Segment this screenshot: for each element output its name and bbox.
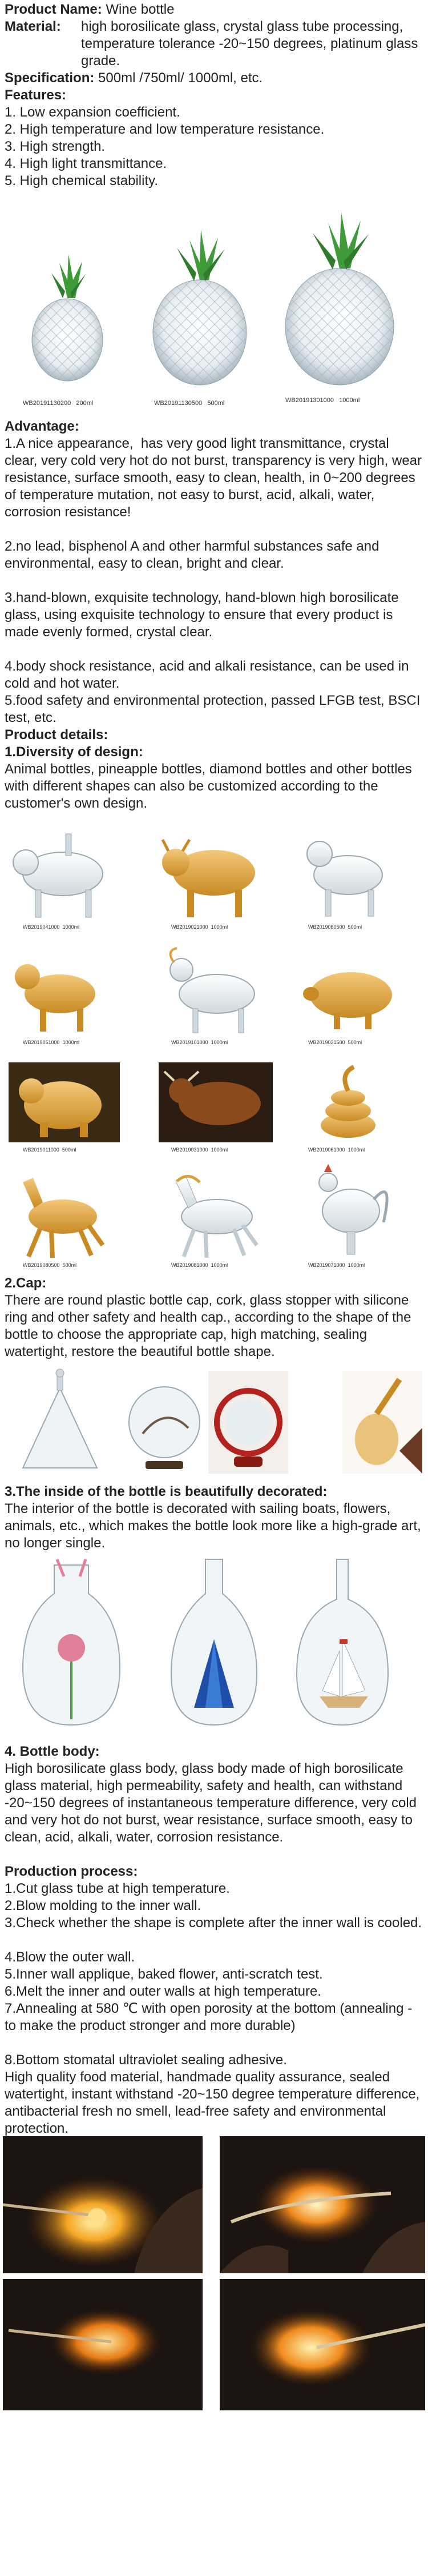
body-title: 4. Bottle body: [5,1744,100,1759]
advantage-item: 1.A nice appearance, has very good light transmittance, crystal clear, very cold very hot do not burst, transparency is very high, wear resistance, surface smooth, easy to clean, health, in 0~200 degrees of temperature mutation, not easy to burst, acid, alkali, water, corrosion resistance! [5,436,426,520]
inside-title: 3.The inside of the bottle is beautifully decorated: [5,1484,328,1499]
material-label: Material: [5,19,61,34]
specification-label: Specification: [5,70,95,86]
process-step: 6.Melt the inner and outer walls at high temperature. [5,1984,321,1999]
advantage-item: 2.no lead, bisphenol A and other harmful substances safe and environmental, easy to clean, bright and clear. [5,539,383,571]
animal-caption: WB2019011000 500ml [23,1147,76,1153]
pineapple-caption-small: WB20191130200 200ml [23,400,94,407]
animal-bottle-bear-amber [9,1062,120,1142]
process-step: 7.Annealing at 580 ℃ with open porosity at the bottom (annealing - to make the product stronger and more durable) [5,2001,416,2033]
process-step: 2.Blow molding to the inner wall. [5,1898,201,1913]
animal-caption: WB2019021500 500ml [308,1040,362,1045]
animal-bottle-horse-amber [23,1178,103,1258]
animal-caption: WB2019060500 500ml [308,924,362,930]
glass-blowing-photo-4 [220,2279,425,2410]
animal-bottle-dog-clear [307,841,382,916]
cap-text: There are round plastic bottle cap, cork, glass stopper with silicone ring and other safety and health cap., according to the shape of the bottle to choose the appropriate cap, high matching, sealing watertight, restore the beautiful bottle shape. [5,1293,415,1359]
globe-bottle-photo [129,1387,200,1469]
animal-caption: WB2019061000 1000ml [308,1147,365,1153]
animal-bottle-bull-dark [159,1062,273,1142]
pineapple-bottle-large [285,212,394,385]
feature-item: 1. Low expansion coefficient. [5,105,180,120]
pineapple-bottles-photo [0,200,428,411]
feature-item: 2. High temperature and low temperature resistance. [5,122,325,137]
process-title: Production process: [5,1864,138,1879]
product-name-value: Wine bottle [106,2,175,17]
pineapple-bottle-small [32,254,103,381]
process-step: 4.Blow the outer wall. [5,1949,135,1965]
body-text: High borosilicate glass body, glass body made of high borosilicate glass material, high permeability, safety and health, can withstand -20~150 degrees of instantaneous temperature difference, very cold and very hot do not burst, wear resistance, surface smooth, easy to clean, acid, alkali, water, corrosion resistance. [5,1761,421,1845]
details-title: Product details: [5,727,108,743]
violin-bottle-photo [342,1371,422,1474]
animal-bottle-pig-amber [303,972,392,1029]
pineapple-caption-large: WB20191301000 1000ml [285,397,360,404]
process-summary: High quality food material, handmade quality assurance, sealed watertight, instant withstand -20~150 degree temperature difference, antibacterial fresh no smell, lead-free safety and environmental protection. [5,2069,424,2136]
material-value: high borosilicate glass, crystal glass tube processing, temperature tolerance -20~150 degrees, platinum glass grade. [81,19,422,69]
animal-caption: WB2019080500 500ml [23,1262,77,1268]
animal-bottle-snake-amber [321,1067,375,1138]
animal-caption: WB2019021000 1000ml [171,924,228,930]
feature-item: 4. High light transmittance. [5,156,167,171]
cap-photos [0,1365,428,1479]
red-globe-bottle-photo [208,1371,288,1474]
diversity-title: 1.Diversity of design: [5,744,143,760]
product-name-label: Product Name: [5,2,102,17]
animal-caption: WB2019071000 1000ml [308,1262,365,1268]
animal-caption: WB2019081000 1000ml [171,1262,228,1268]
advantage-item: 4.body shock resistance, acid and alkali resistance, can be used in cold and hot water. [5,659,413,691]
animal-caption: WB2019031000 1000ml [171,1147,228,1153]
glass-blowing-photo-1 [3,2136,203,2273]
decorated-bottles-photo [0,1554,428,1736]
animal-bottle-dog-amber [15,964,95,1032]
cap-title: 2.Cap: [5,1275,47,1291]
triangle-bottle-photo [23,1369,97,1468]
inside-text: The interior of the bottle is decorated with sailing boats, flowers, animals, etc., which makes the bottle look more like a high-grade art, no longer single. [5,1501,425,1551]
animal-caption: WB2019051000 1000ml [23,1040,80,1045]
specification-line [5,70,424,87]
animal-bottle-bull-clear [13,834,103,917]
specification-value: 500ml /750ml/ 1000ml, etc. [98,70,263,86]
features-title: Features: [5,87,67,103]
feature-item: 3. High strength. [5,139,106,154]
animal-bottle-goat-clear [170,948,255,1033]
advantage-item: 5.food safety and environmental protection, passed LFGB test, BSCI test, etc. [5,693,425,725]
product-name-line [5,1,424,18]
blue-ornament-bottle [171,1559,257,1725]
advantage-title: Advantage: [5,419,79,434]
animal-caption: WB2019101000 1000ml [171,1040,228,1045]
animal-bottles-grid [0,822,428,1268]
process-step: 3.Check whether the shape is complete after the inner wall is cooled. [5,1915,422,1931]
pineapple-caption-medium: WB20191130500 500ml [154,400,225,407]
advantage-item: 3.hand-blown, exquisite technology, hand-blown high borosilicate glass, using exquisite technology to ensure that every product is made evenly formed, crystal clear. [5,590,403,640]
glass-blowing-photo-2 [220,2136,425,2273]
animal-bottle-horse-clear [176,1176,257,1258]
feature-item: 5. High chemical stability. [5,173,158,188]
process-step: 1.Cut glass tube at high temperature. [5,1881,230,1896]
sailboat-bottle [297,1559,388,1725]
animal-bottle-rooster-clear [319,1164,387,1254]
diversity-text: Animal bottles, pineapple bottles, diamond bottles and other bottles with different shapes can also be customized according to the customer's own design. [5,761,416,811]
process-step: 5.Inner wall applique, baked flower, anti-scratch test. [5,1967,323,1982]
animal-bottle-bull-amber [162,840,255,917]
glass-blowing-photo-3 [3,2279,203,2410]
animal-caption: WB2019041000 1000ml [23,924,80,930]
pineapple-bottle-medium [153,230,247,385]
rose-bottle [23,1559,120,1725]
process-step: 8.Bottom stomatal ultraviolet sealing adhesive. [5,2052,287,2068]
